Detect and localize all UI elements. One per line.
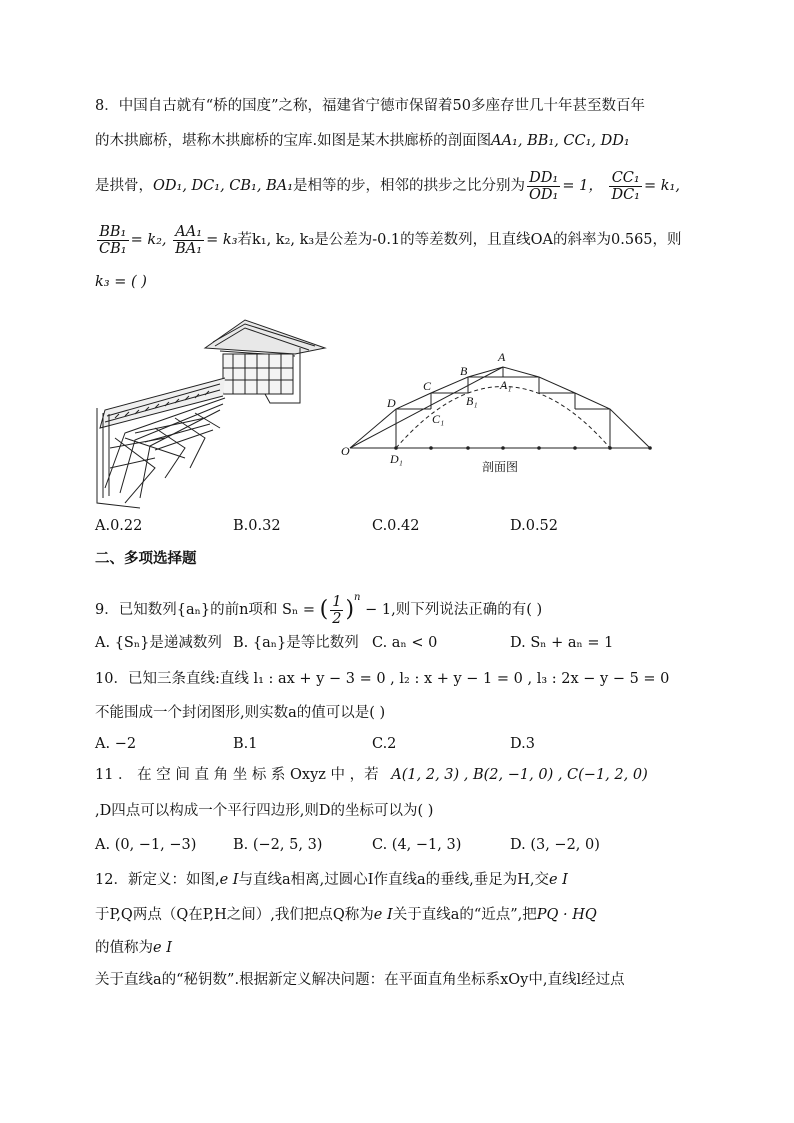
q9-option-c[interactable]: C. aₙ < 0 [372, 635, 438, 651]
q12-pq-hq: PQ · HQ [536, 907, 597, 923]
q8-fraction-1: $\frac{\text{DD₁}}{\text{OD₁}}$ [529, 169, 559, 203]
q8-fraction-3: $\frac{\text{BB₁}}{\text{CB₁}}$ [99, 223, 127, 257]
label-B: B [460, 364, 468, 378]
diagram-caption: 剖面图 [482, 460, 519, 474]
q8-line4 [95, 220, 682, 260]
q11-line1-b: A(1, 2, 3) , B(2, −1, 0) , C(−1, 2, 0) [391, 767, 648, 783]
label-C1: C₁ [432, 412, 445, 426]
q8-line1: 8．中国自古就有“桥的国度”之称，福建省宁德市保留着50多座存世几十年甚至数百年 [95, 98, 645, 114]
q11-line1-a: 11 ． 在 空 间 直 角 坐 标 系 Oxyz 中 ，若 [95, 767, 379, 783]
q8-option-a[interactable]: A.0.22 [95, 518, 143, 534]
q8-line2-math: AA₁, BB₁, CC₁, DD₁ [491, 133, 630, 149]
label-D1: D₁ [390, 452, 403, 466]
q9-exponent: n [354, 592, 361, 603]
q10-line1: 10．已知三条直线:直线 l₁ : ax + y − 3 = 0 , l₂ : x + y − 1 = 0 , l₃ : 2x − y − 5 = 0 [95, 671, 670, 687]
label-O: O [341, 444, 350, 458]
q10-line2: 不能围成一个封闭图形,则实数a的值可以是( ) [95, 705, 386, 721]
q8-line3-math: OD₁, DC₁, CB₁, BA₁ [153, 178, 294, 194]
section-diagram [340, 345, 660, 477]
q9-stem: 9．已知数列{aₙ}的前n项和 Sₙ = ( $\frac{1}{2}$ )$^n$ − 1,则下列说法正确的有( ) [95, 592, 543, 627]
q8-option-d[interactable]: D.0.52 [510, 518, 559, 534]
q9-option-d[interactable]: D. Sₙ + aₙ = 1 [510, 635, 614, 651]
q12-line2 [95, 905, 597, 925]
q8-fraction-2-value: = k₁, [643, 178, 680, 194]
q11-option-a[interactable]: A. (0, −1, −3) [95, 837, 197, 853]
q10-option-b[interactable]: B.1 [233, 736, 258, 752]
label-A1: A₁ [500, 378, 512, 392]
q12-circle-symbol-2: e I [548, 872, 568, 888]
q12-line4: 关于直线a的“秘钥数”.根据新定义解决问题：在平面直角坐标系xOy中,直线l经过点 [95, 972, 625, 988]
label-B1: B₁ [466, 394, 478, 408]
q8-line4-text: 若k₁, k₂, k₃是公差为-0.1的等差数列，且直线OA的斜率为0.565，则 [237, 232, 682, 248]
section-2-heading: 二、多项选择题 [95, 551, 197, 567]
q8-line2-text: 的木拱廊桥，堪称木拱廊桥的宝库.如图是某木拱廊桥的剖面图 [95, 133, 492, 149]
q8-option-c[interactable]: C.0.42 [372, 518, 420, 534]
label-C: C [423, 379, 432, 393]
q9-option-b[interactable]: B. {aₙ}是等比数列 [233, 635, 359, 651]
q12-circle-symbol-1: e I [219, 872, 239, 888]
q12-line3 [95, 938, 172, 958]
q12-line3-a: 的值称为 [95, 940, 153, 956]
q10-option-c[interactable]: C.2 [372, 736, 397, 752]
q9-stem-b: − 1,则下列说法正确的有( ) [365, 602, 543, 618]
q9-stem-a: 9．已知数列{aₙ}的前n项和 Sₙ = [95, 602, 316, 618]
q11-line2: ,D四点可以构成一个平行四边形,则D的坐标可以为( ) [95, 803, 434, 819]
q8-fraction-2: $\frac{\text{CC₁}}{\text{DC₁}}$ [611, 169, 640, 203]
q12-line2-a: 于P,Q两点（Q在P,H之间）,我们把点Q称为 [95, 907, 374, 923]
q12-circle-symbol-3: e I [373, 907, 393, 923]
q8-option-b[interactable]: B.0.32 [233, 518, 281, 534]
q11-option-b[interactable]: B. (−2, 5, 3) [233, 837, 323, 853]
q8-line3-a: 是拱骨， [95, 178, 153, 194]
q8-fraction-4-value: = k₃ [206, 232, 238, 248]
q12-line1-c: 与直线a相离,过圆心I作直线a的垂线,垂足为H,交 [238, 872, 549, 888]
q8-line2 [95, 131, 630, 151]
q12-circle-symbol-4: e I [153, 940, 172, 956]
q11-option-c[interactable]: C. (4, −1, 3) [372, 837, 462, 853]
q9-option-a[interactable]: A. {Sₙ}是递减数列 [95, 635, 222, 651]
q12-line1-a: 12．新定义：如图, [95, 872, 220, 888]
label-D: D [387, 396, 396, 410]
q8-line3 [95, 166, 680, 206]
q12-line2-c: 关于直线a的“近点”,把 [392, 907, 537, 923]
label-A: A [498, 350, 506, 364]
q11-line1 [95, 765, 648, 785]
bridge-illustration [95, 318, 335, 510]
q8-fraction-4: $\frac{\text{AA₁}}{\text{BA₁}}$ [175, 223, 203, 257]
q10-option-d[interactable]: D.3 [510, 736, 535, 752]
q8-line3-b: 是相等的步，相邻的拱步之比分别为 [293, 178, 526, 194]
q12-line1 [95, 870, 568, 890]
q8-fraction-1-value: = 1， [562, 178, 603, 194]
q8-line5: k₃ = ( ) [95, 274, 147, 290]
q8-fraction-3-value: = k₂, [130, 232, 167, 248]
q11-option-d[interactable]: D. (3, −2, 0) [510, 837, 600, 853]
q9-fraction: $\frac{1}{2}$ [332, 593, 342, 627]
q10-option-a[interactable]: A. −2 [95, 736, 137, 752]
